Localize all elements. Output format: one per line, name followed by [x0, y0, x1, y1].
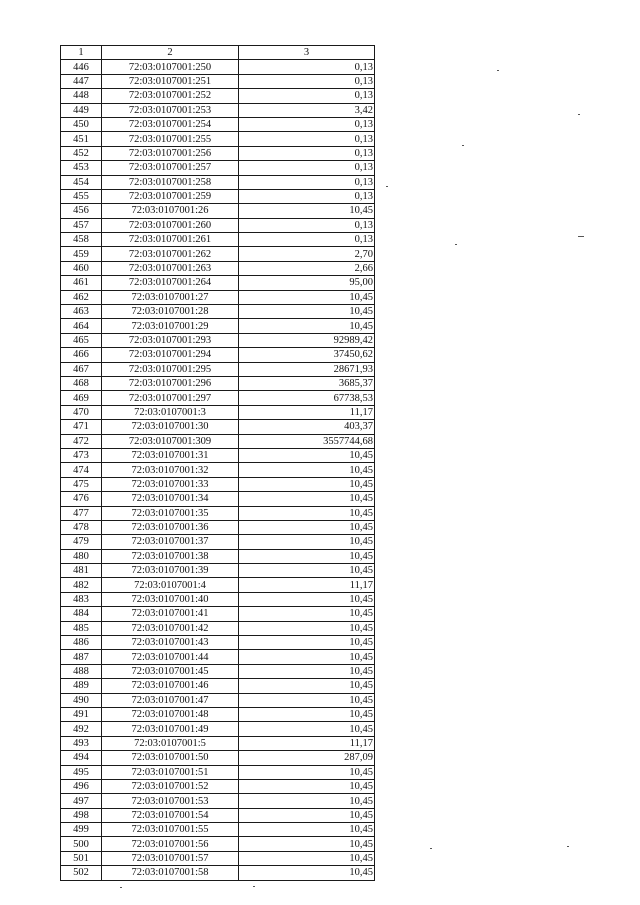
table-row [61, 506, 375, 520]
table-row [61, 362, 375, 376]
area-value: 10,45 [239, 808, 375, 822]
area-value: 10,45 [239, 779, 375, 793]
row-number: 460 [61, 261, 102, 275]
area-value: 10,45 [239, 592, 375, 606]
row-number: 469 [61, 391, 102, 405]
cadastral-number: 72:03:0107001:31 [102, 448, 239, 462]
table-row [61, 463, 375, 477]
row-number: 462 [61, 290, 102, 304]
area-value: 10,45 [239, 549, 375, 563]
header-area: 3 [239, 46, 375, 60]
area-value: 0,13 [239, 175, 375, 189]
row-number: 452 [61, 146, 102, 160]
table-row [61, 693, 375, 707]
scan-speck [430, 848, 432, 849]
cadastral-number: 72:03:0107001:5 [102, 736, 239, 750]
table-row [61, 823, 375, 837]
table-row [61, 434, 375, 448]
area-value: 11,17 [239, 736, 375, 750]
area-value: 0,13 [239, 117, 375, 131]
cadastral-number: 72:03:0107001:257 [102, 161, 239, 175]
area-value: 10,45 [239, 636, 375, 650]
area-value: 10,45 [239, 477, 375, 491]
cadastral-number: 72:03:0107001:251 [102, 74, 239, 88]
table-row [61, 305, 375, 319]
row-number: 465 [61, 333, 102, 347]
table-row [61, 204, 375, 218]
area-value: 403,37 [239, 420, 375, 434]
row-number: 482 [61, 578, 102, 592]
row-number: 478 [61, 520, 102, 534]
area-value: 2,66 [239, 261, 375, 275]
table-row [61, 420, 375, 434]
area-value: 0,13 [239, 74, 375, 88]
cadastral-number: 72:03:0107001:250 [102, 60, 239, 74]
table-row [61, 492, 375, 506]
row-number: 483 [61, 592, 102, 606]
cadastral-number: 72:03:0107001:35 [102, 506, 239, 520]
row-number: 484 [61, 607, 102, 621]
cadastral-number: 72:03:0107001:43 [102, 636, 239, 650]
area-value: 10,45 [239, 492, 375, 506]
cadastral-number: 72:03:0107001:49 [102, 722, 239, 736]
table-row [61, 319, 375, 333]
cadastral-number: 72:03:0107001:32 [102, 463, 239, 477]
cadastral-number: 72:03:0107001:53 [102, 794, 239, 808]
table-row [61, 650, 375, 664]
row-number: 456 [61, 204, 102, 218]
row-number: 502 [61, 866, 102, 880]
table-row [61, 751, 375, 765]
row-number: 485 [61, 621, 102, 635]
area-value: 0,13 [239, 189, 375, 203]
area-value: 10,45 [239, 448, 375, 462]
table-row [61, 74, 375, 88]
table-row [61, 866, 375, 880]
row-number: 447 [61, 74, 102, 88]
table-row [61, 333, 375, 347]
area-value: 28671,93 [239, 362, 375, 376]
cadastral-number: 72:03:0107001:36 [102, 520, 239, 534]
table-row [61, 448, 375, 462]
row-number: 450 [61, 117, 102, 131]
table-row [61, 779, 375, 793]
row-number: 498 [61, 808, 102, 822]
cadastral-number: 72:03:0107001:252 [102, 89, 239, 103]
cadastral-number: 72:03:0107001:260 [102, 218, 239, 232]
area-value: 0,13 [239, 161, 375, 175]
row-number: 459 [61, 247, 102, 261]
scan-speck [253, 886, 255, 887]
table-row [61, 161, 375, 175]
area-value: 3557744,68 [239, 434, 375, 448]
table-row [61, 103, 375, 117]
cadastral-number: 72:03:0107001:3 [102, 405, 239, 419]
cadastral-number: 72:03:0107001:42 [102, 621, 239, 635]
area-value: 0,13 [239, 218, 375, 232]
area-value: 10,45 [239, 823, 375, 837]
table-row [61, 132, 375, 146]
table-row [61, 636, 375, 650]
table-row [61, 722, 375, 736]
scan-speck [578, 114, 580, 115]
scan-speck [455, 244, 457, 245]
cadastral-number: 72:03:0107001:28 [102, 305, 239, 319]
table-row [61, 520, 375, 534]
area-value: 10,45 [239, 290, 375, 304]
table-row [61, 549, 375, 563]
cadastral-number: 72:03:0107001:37 [102, 535, 239, 549]
cadastral-number: 72:03:0107001:56 [102, 837, 239, 851]
area-value: 10,45 [239, 679, 375, 693]
table-row [61, 851, 375, 865]
row-number: 480 [61, 549, 102, 563]
row-number: 476 [61, 492, 102, 506]
row-number: 499 [61, 823, 102, 837]
cadastral-number: 72:03:0107001:258 [102, 175, 239, 189]
cadastral-number: 72:03:0107001:293 [102, 333, 239, 347]
cadastral-number: 72:03:0107001:48 [102, 707, 239, 721]
row-number: 457 [61, 218, 102, 232]
table-row [61, 146, 375, 160]
cadastral-number: 72:03:0107001:255 [102, 132, 239, 146]
cadastral-number: 72:03:0107001:50 [102, 751, 239, 765]
area-value: 10,45 [239, 520, 375, 534]
cadastral-number: 72:03:0107001:294 [102, 348, 239, 362]
row-number: 470 [61, 405, 102, 419]
area-value: 37450,62 [239, 348, 375, 362]
cadastral-number: 72:03:0107001:295 [102, 362, 239, 376]
table-header [61, 46, 375, 60]
cadastral-number: 72:03:0107001:26 [102, 204, 239, 218]
table-row [61, 261, 375, 275]
area-value: 10,45 [239, 794, 375, 808]
area-value: 10,45 [239, 535, 375, 549]
table-row [61, 175, 375, 189]
cadastral-number: 72:03:0107001:256 [102, 146, 239, 160]
row-number: 467 [61, 362, 102, 376]
row-number: 455 [61, 189, 102, 203]
table-row [61, 247, 375, 261]
row-number: 464 [61, 319, 102, 333]
row-number: 454 [61, 175, 102, 189]
cadastral-number: 72:03:0107001:4 [102, 578, 239, 592]
row-number: 446 [61, 60, 102, 74]
scan-speck [462, 145, 464, 146]
row-number: 489 [61, 679, 102, 693]
row-number: 495 [61, 765, 102, 779]
row-number: 463 [61, 305, 102, 319]
cadastral-number: 72:03:0107001:58 [102, 866, 239, 880]
table-row [61, 765, 375, 779]
cadastral-number: 72:03:0107001:27 [102, 290, 239, 304]
row-number: 468 [61, 376, 102, 390]
row-number: 496 [61, 779, 102, 793]
row-number: 481 [61, 564, 102, 578]
area-value: 10,45 [239, 693, 375, 707]
cadastral-number: 72:03:0107001:259 [102, 189, 239, 203]
table-row [61, 707, 375, 721]
table-row [61, 276, 375, 290]
area-value: 0,13 [239, 60, 375, 74]
cadastral-number: 72:03:0107001:254 [102, 117, 239, 131]
area-value: 10,45 [239, 204, 375, 218]
row-number: 473 [61, 448, 102, 462]
cadastral-number: 72:03:0107001:45 [102, 664, 239, 678]
row-number: 475 [61, 477, 102, 491]
table-row [61, 794, 375, 808]
area-value: 287,09 [239, 751, 375, 765]
cadastral-number: 72:03:0107001:263 [102, 261, 239, 275]
area-value: 10,45 [239, 621, 375, 635]
cadastral-number: 72:03:0107001:44 [102, 650, 239, 664]
row-number: 501 [61, 851, 102, 865]
row-number: 471 [61, 420, 102, 434]
table-row [61, 837, 375, 851]
area-value: 10,45 [239, 463, 375, 477]
table-body [61, 60, 375, 880]
row-number: 448 [61, 89, 102, 103]
cadastral-number: 72:03:0107001:33 [102, 477, 239, 491]
cadastral-number: 72:03:0107001:39 [102, 564, 239, 578]
cadastral-number: 72:03:0107001:40 [102, 592, 239, 606]
area-value: 10,45 [239, 765, 375, 779]
cadastral-number: 72:03:0107001:51 [102, 765, 239, 779]
table-row [61, 664, 375, 678]
header-cadastral: 2 [102, 46, 239, 60]
table-row [61, 578, 375, 592]
area-value: 0,13 [239, 233, 375, 247]
header-row [61, 46, 375, 60]
row-number: 453 [61, 161, 102, 175]
table-row [61, 189, 375, 203]
area-value: 10,45 [239, 564, 375, 578]
area-value: 0,13 [239, 132, 375, 146]
table-row [61, 592, 375, 606]
table-row [61, 218, 375, 232]
cadastral-number: 72:03:0107001:296 [102, 376, 239, 390]
row-number: 449 [61, 103, 102, 117]
area-value: 10,45 [239, 837, 375, 851]
header-number: 1 [61, 46, 102, 60]
table-row [61, 348, 375, 362]
area-value: 67738,53 [239, 391, 375, 405]
scan-speck [120, 887, 122, 888]
table-row [61, 60, 375, 74]
scan-speck [567, 846, 569, 847]
area-value: 10,45 [239, 707, 375, 721]
area-value: 10,45 [239, 506, 375, 520]
scan-speck [578, 236, 584, 237]
cadastral-number: 72:03:0107001:54 [102, 808, 239, 822]
row-number: 494 [61, 751, 102, 765]
area-value: 10,45 [239, 722, 375, 736]
row-number: 492 [61, 722, 102, 736]
row-number: 451 [61, 132, 102, 146]
cadastral-number: 72:03:0107001:30 [102, 420, 239, 434]
scan-speck [386, 186, 388, 187]
area-value: 3685,37 [239, 376, 375, 390]
area-value: 95,00 [239, 276, 375, 290]
cadastral-number: 72:03:0107001:297 [102, 391, 239, 405]
table-row [61, 405, 375, 419]
scan-speck [497, 70, 499, 71]
area-value: 10,45 [239, 664, 375, 678]
table-row [61, 621, 375, 635]
cadastral-number: 72:03:0107001:46 [102, 679, 239, 693]
row-number: 500 [61, 837, 102, 851]
cadastral-number: 72:03:0107001:38 [102, 549, 239, 563]
table-row [61, 736, 375, 750]
row-number: 477 [61, 506, 102, 520]
table-row [61, 89, 375, 103]
table-row [61, 535, 375, 549]
cadastral-number: 72:03:0107001:55 [102, 823, 239, 837]
cadastral-number: 72:03:0107001:41 [102, 607, 239, 621]
cadastral-number: 72:03:0107001:262 [102, 247, 239, 261]
row-number: 458 [61, 233, 102, 247]
area-value: 2,70 [239, 247, 375, 261]
area-value: 11,17 [239, 405, 375, 419]
cadastral-number: 72:03:0107001:253 [102, 103, 239, 117]
table-row [61, 233, 375, 247]
row-number: 461 [61, 276, 102, 290]
cadastral-number: 72:03:0107001:34 [102, 492, 239, 506]
row-number: 493 [61, 736, 102, 750]
area-value: 10,45 [239, 305, 375, 319]
cadastral-number: 72:03:0107001:309 [102, 434, 239, 448]
area-value: 0,13 [239, 146, 375, 160]
table-row [61, 564, 375, 578]
area-value: 10,45 [239, 866, 375, 880]
table-row [61, 477, 375, 491]
area-value: 10,45 [239, 607, 375, 621]
table-row [61, 376, 375, 390]
table-row [61, 607, 375, 621]
table-row [61, 808, 375, 822]
row-number: 488 [61, 664, 102, 678]
table-row [61, 391, 375, 405]
row-number: 486 [61, 636, 102, 650]
cadastral-number: 72:03:0107001:29 [102, 319, 239, 333]
row-number: 474 [61, 463, 102, 477]
row-number: 472 [61, 434, 102, 448]
row-number: 491 [61, 707, 102, 721]
area-value: 11,17 [239, 578, 375, 592]
cadastral-number: 72:03:0107001:261 [102, 233, 239, 247]
table-row [61, 290, 375, 304]
cadastral-number: 72:03:0107001:57 [102, 851, 239, 865]
area-value: 10,45 [239, 851, 375, 865]
area-value: 3,42 [239, 103, 375, 117]
row-number: 479 [61, 535, 102, 549]
area-value: 10,45 [239, 650, 375, 664]
cadastral-table [60, 45, 375, 881]
row-number: 466 [61, 348, 102, 362]
row-number: 487 [61, 650, 102, 664]
area-value: 92989,42 [239, 333, 375, 347]
cadastral-number: 72:03:0107001:47 [102, 693, 239, 707]
row-number: 497 [61, 794, 102, 808]
table-row [61, 679, 375, 693]
cadastral-number: 72:03:0107001:264 [102, 276, 239, 290]
table-row [61, 117, 375, 131]
area-value: 10,45 [239, 319, 375, 333]
cadastral-number: 72:03:0107001:52 [102, 779, 239, 793]
row-number: 490 [61, 693, 102, 707]
area-value: 0,13 [239, 89, 375, 103]
